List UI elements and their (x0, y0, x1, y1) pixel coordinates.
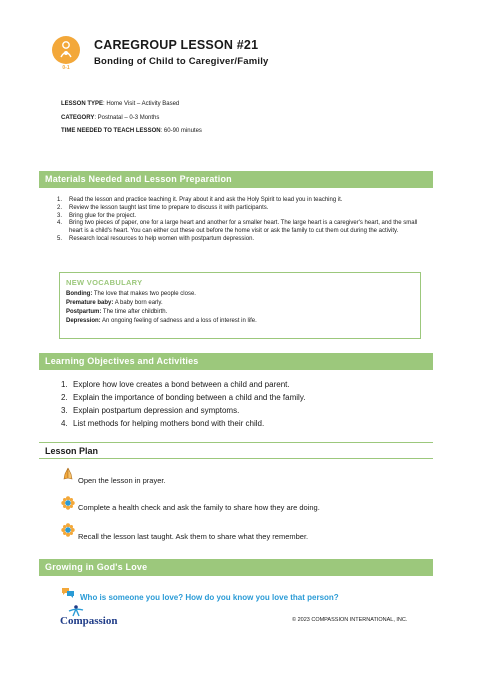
vocabulary-entry: Postpartum: The time after childbirth. (66, 309, 168, 315)
gear-flower-icon (61, 496, 75, 510)
praying-hands-icon (61, 467, 75, 481)
vocabulary-heading: NEW VOCABULARY (66, 278, 143, 287)
time-needed-line (61, 128, 202, 134)
objectives-list (61, 378, 431, 430)
lesson-plan-heading: Lesson Plan (39, 442, 433, 459)
category-value: : Postnatal – 0-3 Months (94, 115, 160, 121)
list-item: 4. Bring two pieces of paper, one for a large heart and another for a smaller heart. The large heart is a caregiver's heart, and the small heart is a child's heart. You can either cut these out before the home visit or ask the family to cut them out during the activity. (57, 220, 418, 235)
list-item: 2. Review the lesson taught last time to prepare to discuss it with participants. (57, 204, 269, 211)
list-item: 1. Explore how love creates a bond between a child and parent. (61, 380, 290, 389)
new-vocabulary-box (59, 272, 421, 339)
growing-heading: Growing in God's Love (39, 559, 433, 576)
objectives-heading: Learning Objectives and Activities (39, 353, 433, 370)
list-item: 1. Read the lesson and practice teaching it. Pray about it and ask the Holy Spirit to lead you in teaching it. (57, 197, 343, 203)
lesson-type-label: LESSON TYPE (61, 101, 104, 107)
materials-list (57, 197, 427, 244)
vocabulary-entry: Depression: An ongoing feeling of sadness and a loss of interest in life. (66, 318, 257, 324)
lesson-type-line (61, 101, 179, 107)
copyright-notice: © 2023 COMPASSION INTERNATIONAL, INC. (292, 617, 408, 623)
lesson-title: CAREGROUP LESSON #21 (94, 38, 259, 52)
list-item: 2. Explain the importance of bonding between a child and the family. (61, 393, 306, 402)
lesson-step: Open the lesson in prayer. (78, 476, 166, 485)
compassion-wordmark: Compassion (60, 615, 118, 627)
list-item: 3. Bring glue for the project. (57, 212, 137, 219)
list-item: 4. List methods for helping mothers bond with their child. (61, 419, 265, 428)
time-needed-label: TIME NEEDED TO TEACH LESSON (61, 128, 161, 134)
list-item: 3. Explain postpartum depression and symptoms. (61, 406, 240, 415)
vocabulary-entry: Bonding: The love that makes two people close. (66, 291, 196, 297)
age-group-logo-icon (52, 36, 80, 64)
discussion-question: Who is someone you love? How do you know you love that person? (80, 593, 339, 602)
category-label: CATEGORY (61, 115, 95, 121)
time-needed-value: : 60-90 minutes (160, 128, 202, 134)
lesson-subtitle: Bonding of Child to Caregiver/Family (94, 56, 269, 67)
age-group-label: 0-1 (62, 65, 70, 71)
compassion-logo (60, 605, 130, 629)
materials-heading: Materials Needed and Lesson Preparation (39, 171, 433, 188)
vocabulary-entry: Premature baby: A baby born early. (66, 300, 163, 306)
lesson-step: Recall the lesson last taught. Ask them to share what they remember. (78, 532, 309, 541)
category-line (61, 115, 159, 121)
lesson-step: Complete a health check and ask the family to share how they are doing. (78, 503, 320, 512)
list-item: 5. Research local resources to help women with postpartum depression. (57, 235, 255, 242)
lesson-type-value: : Home Visit – Activity Based (103, 101, 180, 107)
speech-bubbles-icon (61, 586, 75, 598)
gear-flower-icon (61, 523, 75, 537)
